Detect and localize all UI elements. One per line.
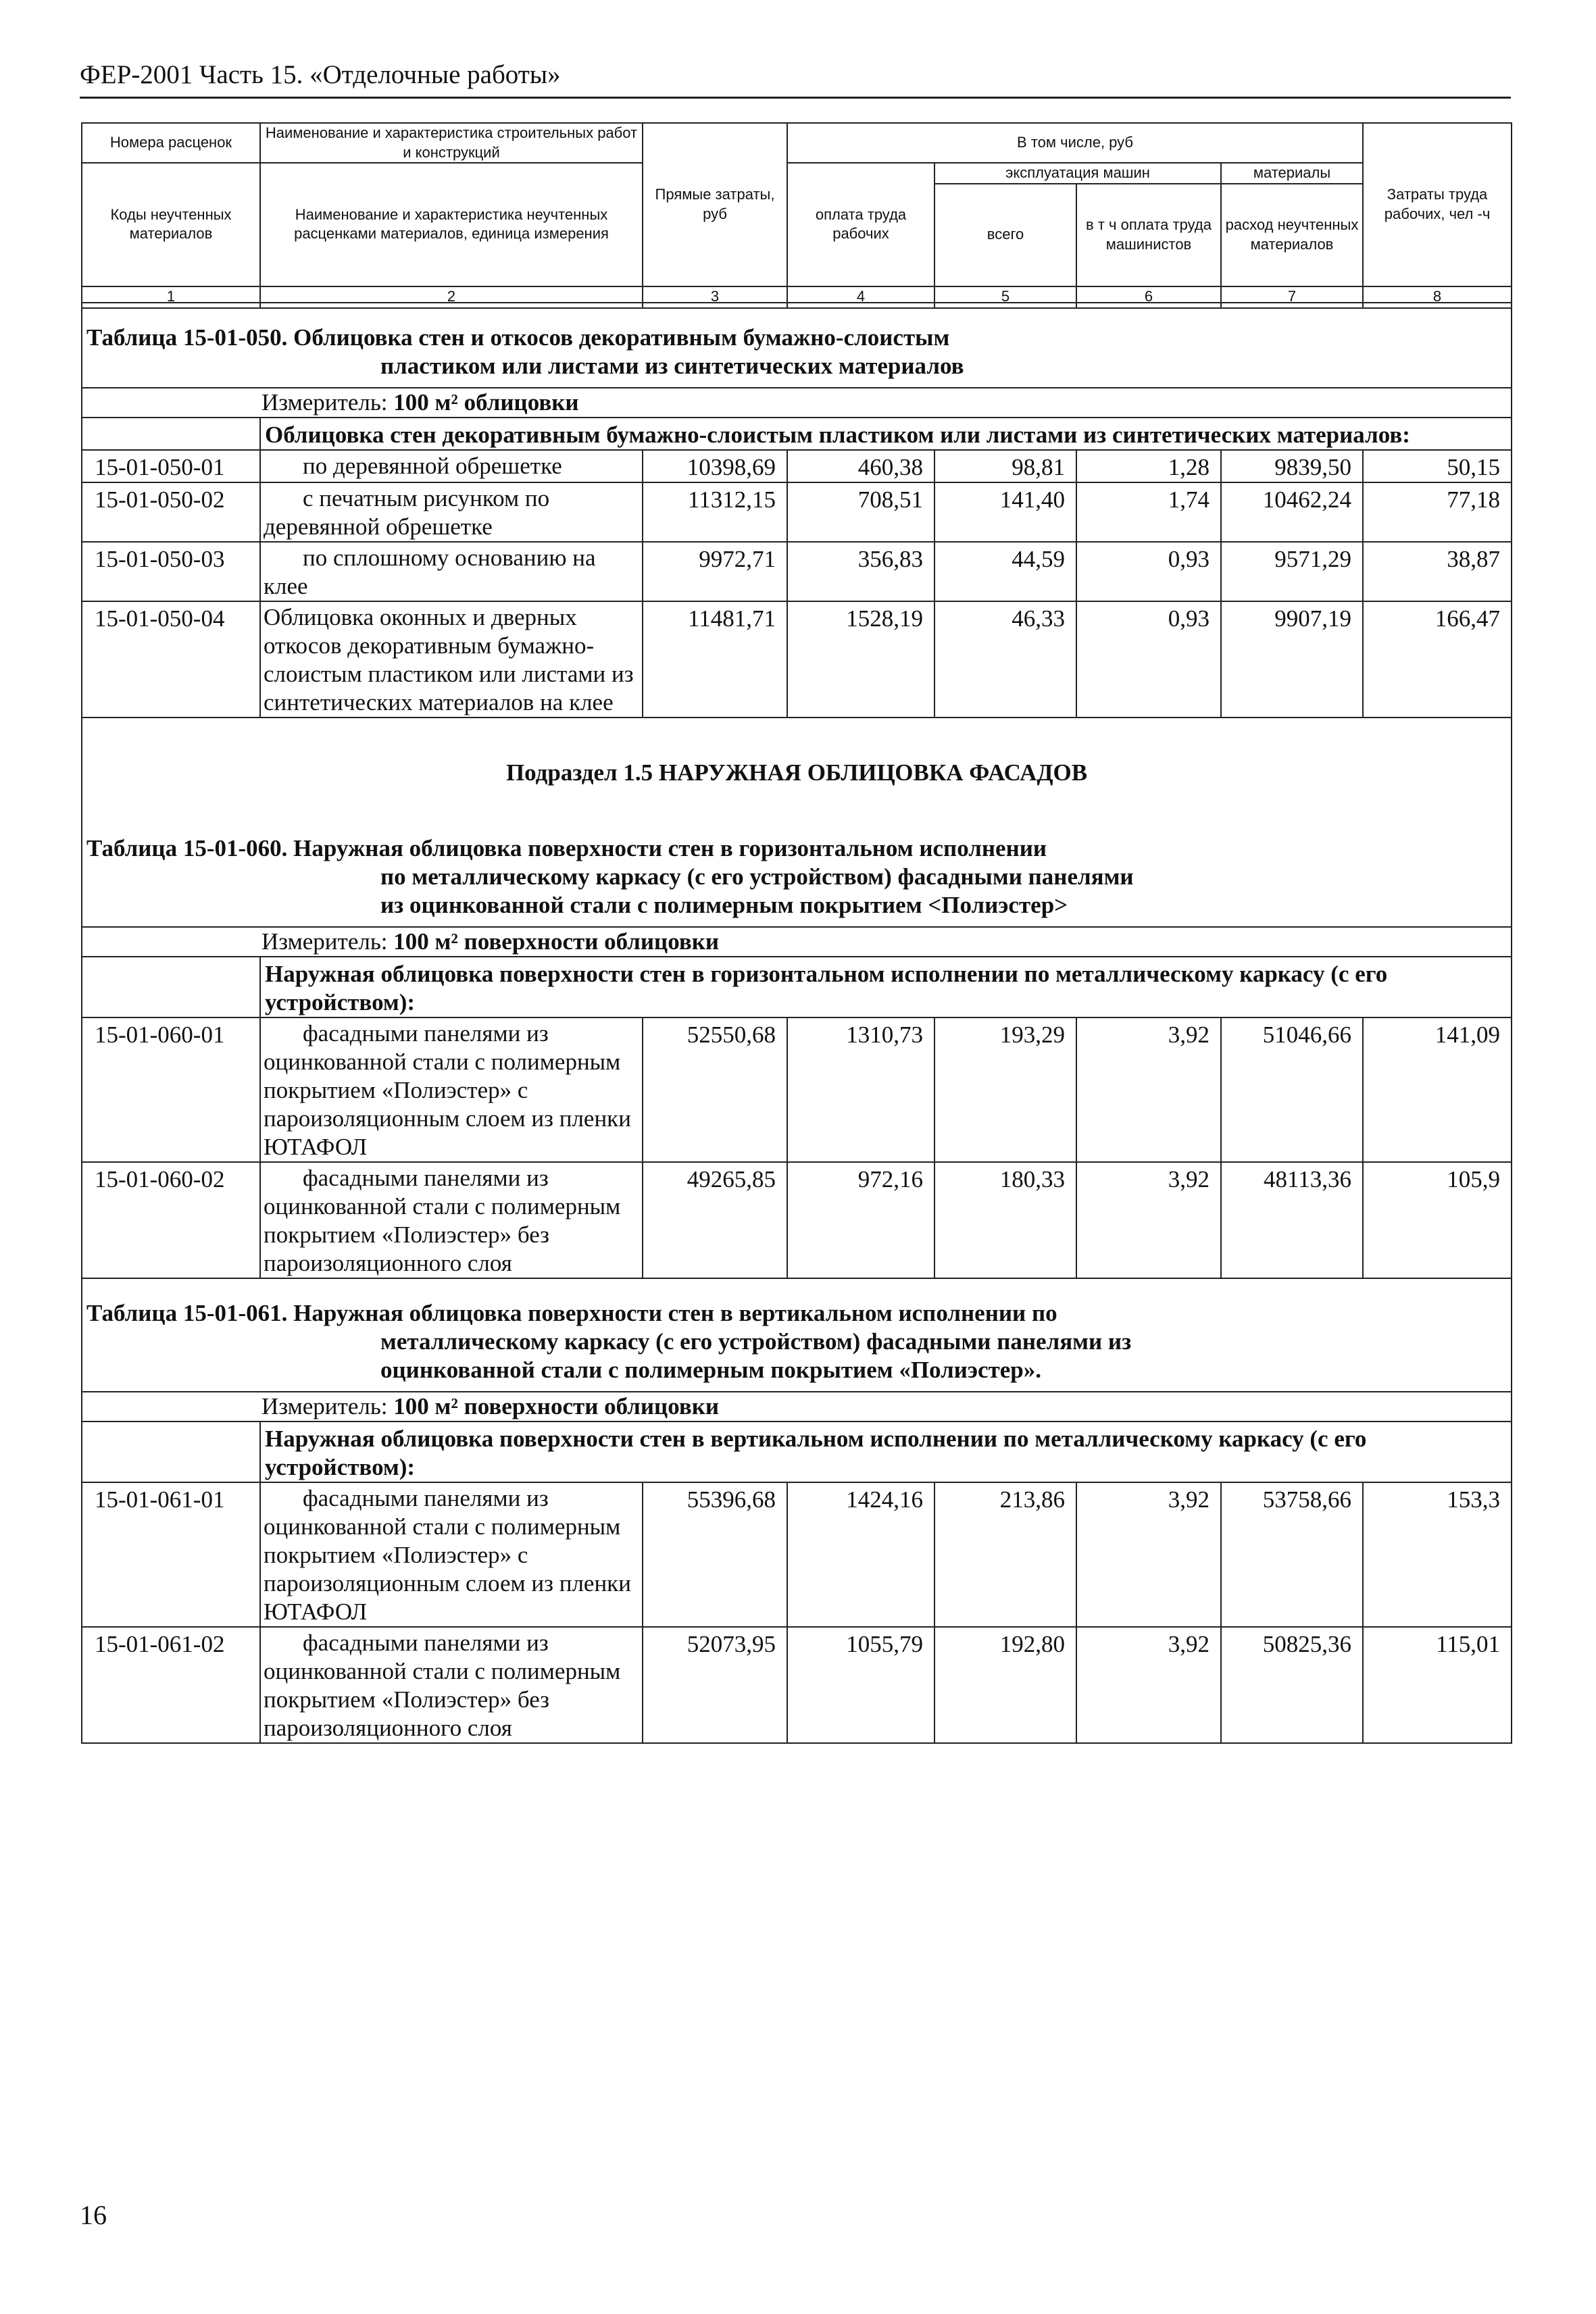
rate-code: 15-01-050-02 (82, 482, 260, 542)
direct-costs: 11481,71 (643, 601, 787, 718)
section-row (82, 718, 1512, 814)
labor-costs: 77,18 (1363, 482, 1512, 542)
rate-name: фасадными панелями из оцинкованной стали с полимерным покрытием «Полиэстер» с пароизоляционным слоем из пленки ЮТАФОЛ (260, 1017, 643, 1162)
labor-costs: 50,15 (1363, 450, 1512, 482)
machines-total: 44,59 (934, 542, 1076, 601)
table-row (82, 482, 1512, 542)
col-materials-consumption: расход неучтенных материалов (1221, 184, 1363, 286)
machines-total: 141,40 (934, 482, 1076, 542)
machinists-wages: 3,92 (1076, 1482, 1221, 1627)
measure-unit: 100 м² облицовки (393, 389, 579, 416)
machinists-wages: 3,92 (1076, 1162, 1221, 1278)
measure-row (82, 388, 1512, 418)
measure-label: Измеритель: (261, 928, 394, 955)
column-header-table (81, 122, 1512, 309)
table-title-text: Облицовка стен и откосов декоративным бумажно-слоистым (293, 324, 950, 351)
col-machinists: в т ч оплата труда машинистов (1076, 184, 1221, 286)
col-materials: материалы (1221, 163, 1363, 184)
col-number: 2 (260, 286, 643, 308)
table-title-line (86, 834, 1505, 863)
rate-name: фасадными панелями из оцинкованной стали с полимерным покрытием «Полиэстер» с пароизоляционным слоем из пленки ЮТАФОЛ (260, 1482, 643, 1627)
col-machines: эксплуатация машин (934, 163, 1221, 184)
table-title-text: Наружная облицовка поверхности стен в горизонтальном исполнении (293, 835, 1047, 861)
table-title (82, 1278, 1512, 1392)
rate-name: фасадными панелями из оцинкованной стали с полимерным покрытием «Полиэстер» без пароизоляционного слоя (260, 1627, 643, 1743)
machines-total: 98,81 (934, 450, 1076, 482)
machinists-wages: 0,93 (1076, 542, 1221, 601)
direct-costs: 9972,71 (643, 542, 787, 601)
section-title: Подраздел 1.5 НАРУЖНАЯ ОБЛИЦОВКА ФАСАДОВ (82, 718, 1512, 814)
materials: 51046,66 (1221, 1017, 1363, 1162)
group-heading: Наружная облицовка поверхности стен в горизонтальном исполнении по металлическому каркасу (с его устройством): (260, 957, 1512, 1017)
machines-total: 193,29 (934, 1017, 1076, 1162)
page-number: 16 (80, 2200, 107, 2230)
group-row (82, 957, 1512, 1017)
rates-table (81, 302, 1512, 1744)
table-title-line (86, 1299, 1505, 1328)
rate-name: с печатным рисунком по деревянной обрешетке (260, 482, 643, 542)
wages: 1528,19 (787, 601, 934, 718)
table-title-row (82, 814, 1512, 927)
rate-name: по деревянной обрешетке (260, 450, 643, 482)
group-row (82, 1422, 1512, 1482)
table-title-line (86, 324, 1505, 352)
materials: 9839,50 (1221, 450, 1363, 482)
materials: 53758,66 (1221, 1482, 1363, 1627)
rate-name: по сплошному основанию на клее (260, 542, 643, 601)
col-direct-costs: Прямые затраты, руб (643, 123, 787, 286)
labor-costs: 141,09 (1363, 1017, 1512, 1162)
table-number: Таблица 15-01-050. (86, 324, 288, 351)
col-work-name: Наименование и характеристика строительных работ и конструкций (260, 123, 643, 163)
rate-name: Облицовка оконных и дверных откосов декоративным бумажно-слоистым пластиком или листами из синтетических материалов на клее (260, 601, 643, 718)
col-wages: оплата труда рабочих (787, 163, 934, 286)
machinists-wages: 3,92 (1076, 1017, 1221, 1162)
col-number: 3 (643, 286, 787, 308)
materials: 48113,36 (1221, 1162, 1363, 1278)
measure-cell (82, 388, 1512, 418)
machines-total: 46,33 (934, 601, 1076, 718)
group-heading: Наружная облицовка поверхности стен в вертикальном исполнении по металлическому каркасу (с его устройством): (260, 1422, 1512, 1482)
col-number: 4 (787, 286, 934, 308)
table-row (82, 1482, 1512, 1627)
rate-code: 15-01-050-01 (82, 450, 260, 482)
rate-code: 15-01-061-02 (82, 1627, 260, 1743)
col-material-name: Наименование и характеристика неучтенных расценками материалов, единица измерения (260, 163, 643, 286)
measure-unit: 100 м² поверхности облицовки (393, 1393, 720, 1419)
wages: 972,16 (787, 1162, 934, 1278)
col-number: 5 (934, 286, 1076, 308)
col-rate-numbers: Номера расценок (82, 123, 260, 163)
measure-label: Измеритель: (261, 389, 394, 416)
table-title (82, 303, 1512, 388)
table-number: Таблица 15-01-060. (86, 835, 288, 861)
direct-costs: 10398,69 (643, 450, 787, 482)
table-row (82, 1017, 1512, 1162)
measure-label: Измеритель: (261, 1393, 394, 1419)
materials: 50825,36 (1221, 1627, 1363, 1743)
measure-row (82, 927, 1512, 957)
table-row (82, 1162, 1512, 1278)
rate-name: фасадными панелями из оцинкованной стали с полимерным покрытием «Полиэстер» без пароизоляционного слоя (260, 1162, 643, 1278)
group-spacer (82, 957, 260, 1017)
col-number: 1 (82, 286, 260, 308)
measure-row (82, 1392, 1512, 1422)
table-row (82, 542, 1512, 601)
measure-cell (82, 927, 1512, 957)
wages: 356,83 (787, 542, 934, 601)
table-title-row (82, 303, 1512, 388)
rate-code: 15-01-061-01 (82, 1482, 260, 1627)
machinists-wages: 3,92 (1076, 1627, 1221, 1743)
direct-costs: 49265,85 (643, 1162, 787, 1278)
direct-costs: 11312,15 (643, 482, 787, 542)
rate-code: 15-01-050-04 (82, 601, 260, 718)
table-title-text: оцинкованной стали с полимерным покрытием «Полиэстер». (380, 1357, 1041, 1383)
rate-code: 15-01-060-02 (82, 1162, 260, 1278)
group-row (82, 418, 1512, 450)
col-machines-total: всего (934, 184, 1076, 286)
table-title-text: по металлическому каркасу (с его устройством) фасадными панелями (380, 863, 1134, 890)
table-number: Таблица 15-01-061. (86, 1300, 288, 1326)
direct-costs: 52073,95 (643, 1627, 787, 1743)
labor-costs: 105,9 (1363, 1162, 1512, 1278)
col-number: 7 (1221, 286, 1363, 308)
col-including: В том числе, руб (787, 123, 1363, 163)
machinists-wages: 1,74 (1076, 482, 1221, 542)
labor-costs: 115,01 (1363, 1627, 1512, 1743)
machines-total: 213,86 (934, 1482, 1076, 1627)
col-number: 6 (1076, 286, 1221, 308)
col-number: 8 (1363, 286, 1512, 308)
materials: 9571,29 (1221, 542, 1363, 601)
wages: 1310,73 (787, 1017, 934, 1162)
table-row (82, 601, 1512, 718)
measure-unit: 100 м² поверхности облицовки (393, 928, 720, 955)
col-codes: Коды неучтенных материалов (82, 163, 260, 286)
machines-total: 192,80 (934, 1627, 1076, 1743)
measure-cell (82, 1392, 1512, 1422)
table-title-row (82, 1278, 1512, 1392)
wages: 708,51 (787, 482, 934, 542)
header-rule (80, 97, 1511, 99)
group-spacer (82, 1422, 260, 1482)
table-title-text: металлическому каркасу (с его устройством) фасадными панелями из (380, 1328, 1132, 1355)
table-row (82, 450, 1512, 482)
direct-costs: 52550,68 (643, 1017, 787, 1162)
labor-costs: 153,3 (1363, 1482, 1512, 1627)
materials: 10462,24 (1221, 482, 1363, 542)
rate-code: 15-01-060-01 (82, 1017, 260, 1162)
machinists-wages: 0,93 (1076, 601, 1221, 718)
wages: 1055,79 (787, 1627, 934, 1743)
table-title (82, 814, 1512, 927)
table-title-text: Наружная облицовка поверхности стен в вертикальном исполнении по (293, 1300, 1057, 1326)
table-title-text: из оцинкованной стали с полимерным покрытием <Полиэстер> (380, 892, 1068, 918)
group-spacer (82, 418, 260, 450)
materials: 9907,19 (1221, 601, 1363, 718)
direct-costs: 55396,68 (643, 1482, 787, 1627)
labor-costs: 166,47 (1363, 601, 1512, 718)
group-heading: Облицовка стен декоративным бумажно-слоистым пластиком или листами из синтетических материалов: (260, 418, 1512, 450)
labor-costs: 38,87 (1363, 542, 1512, 601)
col-labor: Затраты труда рабочих, чел -ч (1363, 123, 1512, 286)
machines-total: 180,33 (934, 1162, 1076, 1278)
machinists-wages: 1,28 (1076, 450, 1221, 482)
wages: 1424,16 (787, 1482, 934, 1627)
table-title-text: пластиком или листами из синтетических материалов (380, 353, 964, 379)
table-row (82, 1627, 1512, 1743)
rate-code: 15-01-050-03 (82, 542, 260, 601)
running-header: ФЕР-2001 Часть 15. «Отделочные работы» (80, 60, 561, 89)
wages: 460,38 (787, 450, 934, 482)
